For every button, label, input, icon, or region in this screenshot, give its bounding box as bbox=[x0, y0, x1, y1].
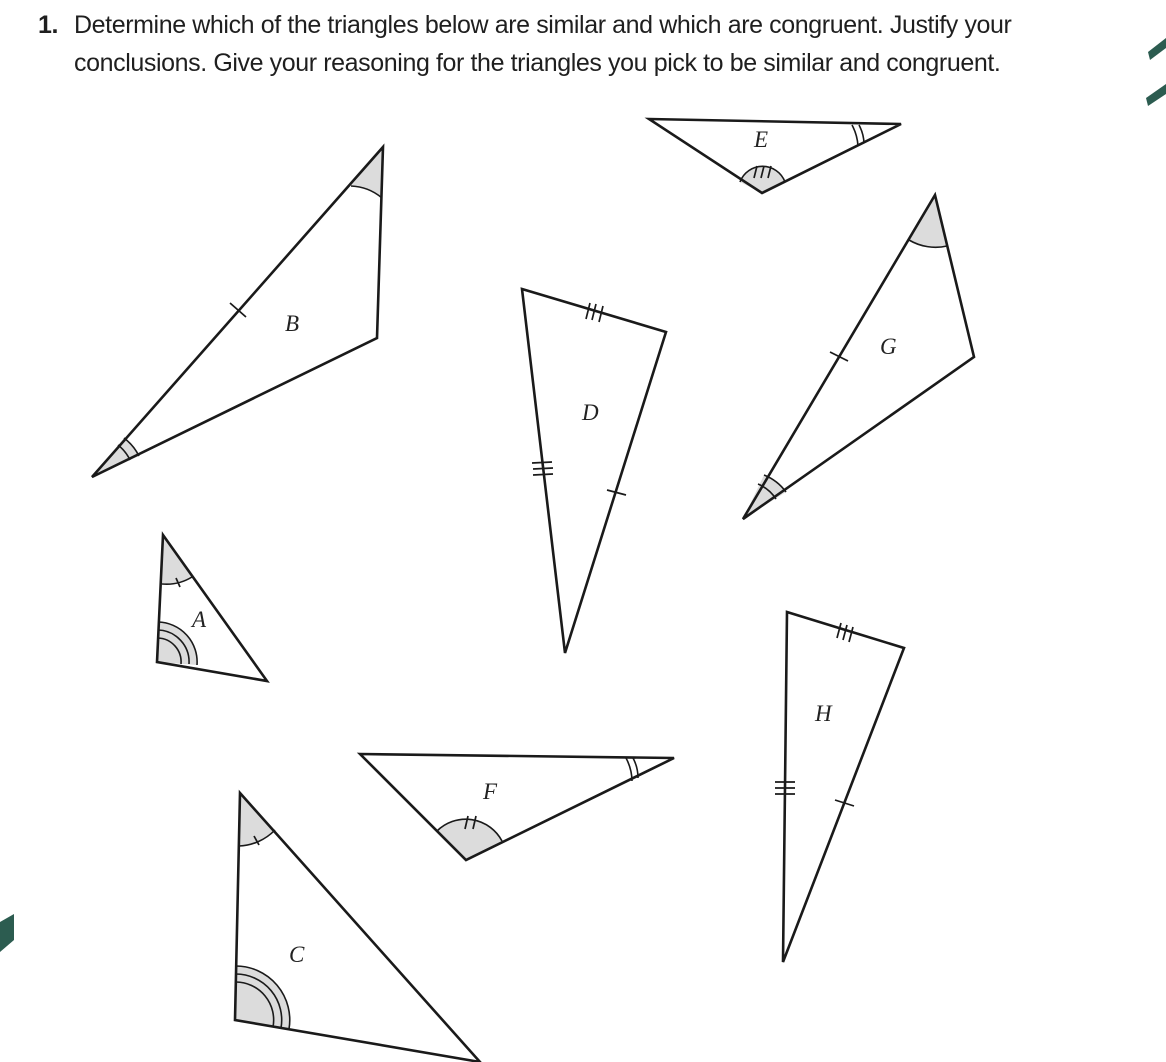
triangle-d bbox=[522, 289, 666, 653]
triangle-h bbox=[775, 612, 904, 962]
triangle-g bbox=[743, 195, 974, 519]
triangle-g-label: G bbox=[880, 334, 897, 359]
question-text: Determine which of the triangles below are similar and which are congruent. Justify your conclusions. Give your reasoning for the triangles you pick to be similar and congruent. bbox=[74, 11, 1012, 77]
triangle-b-label: B bbox=[285, 311, 300, 336]
page-edge-accent-top bbox=[1146, 38, 1166, 106]
triangle-f bbox=[360, 754, 674, 860]
triangle-h-label: H bbox=[815, 701, 832, 726]
page-edge-accent-bottom bbox=[0, 914, 14, 952]
question-number: 1. bbox=[38, 11, 59, 39]
triangle-a bbox=[157, 535, 267, 681]
triangle-f-label: F bbox=[483, 779, 498, 804]
triangle-e bbox=[649, 119, 901, 193]
triangle-c-label: C bbox=[289, 942, 305, 967]
triangle-d-label: D bbox=[582, 400, 599, 425]
triangle-b bbox=[92, 147, 383, 477]
triangle-a-label: A bbox=[192, 607, 207, 632]
triangle-e-label: E bbox=[754, 127, 769, 152]
